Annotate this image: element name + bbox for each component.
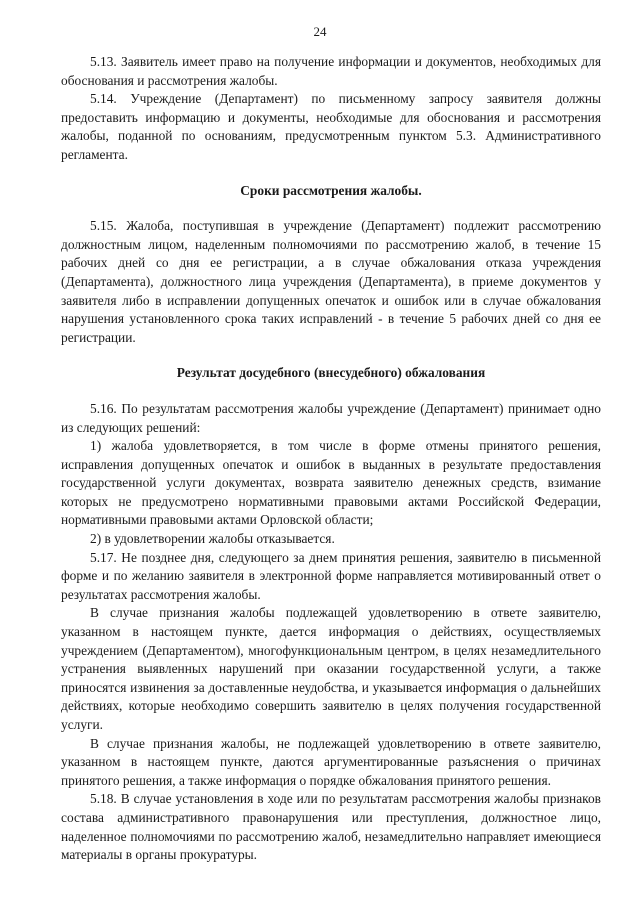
paragraph-5-14: 5.14. Учреждение (Департамент) по письменному запросу заявителя должны предоставить информацию и документы, необходимые для обоснования и рассмотрения жалобы, поданной по основаниям, предусмотренным пунктом 5.3. Административного регламента. [61,91,601,162]
paragraph-5-17: 5.17. Не позднее дня, следующего за днем принятия решения, заявителю в письменной форме и по желанию заявителя в электронной форме направляется мотивированный ответ о результатах рассмотрения жалобы. [61,549,601,602]
section-heading-terms: Сроки рассмотрения жалобы. [240,182,422,198]
section-heading-result: Результат досудебного (внесудебного) обжалования [176,365,486,381]
document-body [61,53,601,865]
paragraph-5-15: 5.15. Жалоба, поступившая в учреждение (Департамент) подлежит рассмотрению должностным лицом, наделенным полномочиями по рассмотрению жалоб, в течение 15 рабочих дней со дня ее регистрации, а в случае обжалования отказа учреждения (Департамента), должностного лица учреждения (Департамента), в приеме документов у заявителя либо в исправлении допущенных опечаток и ошибок или в случае обжалования нарушения установленного срока таких исправлений - в течение 5 рабочих дней со дня ее регистрации. [61,218,601,345]
page-number: 24 [313,24,327,39]
paragraph-5-16: 5.16. По результатам рассмотрения жалобы учреждение (Департамент) принимает одно из следующих решений: [61,400,601,435]
paragraph-5-17-satisfied: В случае признания жалобы подлежащей удовлетворению в ответе заявителю, указанном в настоящем пункте, дается информация о действиях, осуществляемых учреждением (Департаментом), многофункциональным центром, в целях незамедлительного устранения выявленных нарушений при оказании государственной услуги, а также приносятся извинения за доставленные неудобства, и указывается информация о дальнейших действиях, которые необходимо совершить заявителю в целях получения государственной услуги. [61,605,601,732]
paragraph-5-17-rejected: В случае признания жалобы, не подлежащей удовлетворению в ответе заявителю, указанном в настоящем пункте, даются аргументированные разъяснения о причинах принятого решения, а также информация о порядке обжалования принятого решения. [61,735,601,788]
paragraph-5-16-item-2: 2) в удовлетворении жалобы отказывается. [90,531,335,547]
paragraph-5-16-item-1: 1) жалоба удовлетворяется, в том числе в форме отмены принятого решения, исправления допущенных опечаток и ошибок в выданных в результате предоставления государственной услуги документах, возврата заявителю денежных средств, взимание которых не предусмотрено нормативными правовыми актами Российской Федерации, нормативными правовыми актами Орловской области; [61,438,601,528]
paragraph-5-13: 5.13. Заявитель имеет право на получение информации и документов, необходимых для обоснования и рассмотрения жалобы. [61,54,601,88]
paragraph-5-18: 5.18. В случае установления в ходе или по результатам рассмотрения жалобы признаков состава административного правонарушения или преступления, должностное лицо, наделенное полномочиями по рассмотрению жалоб, незамедлительно направляет имеющиеся материалы в органы прокуратуры. [61,791,601,863]
